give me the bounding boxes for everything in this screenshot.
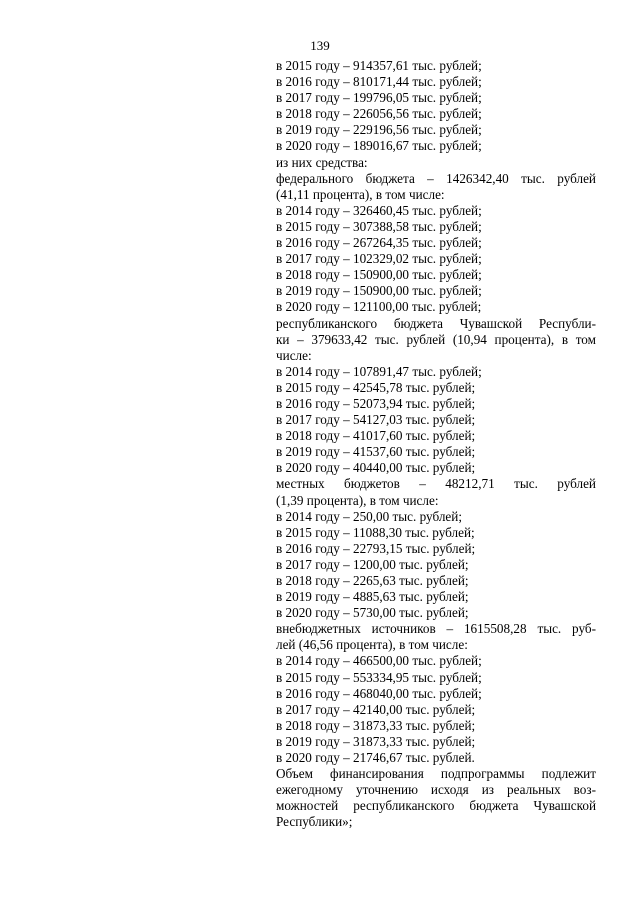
text-line: в 2015 году – 307388,58 тыс. рублей; bbox=[276, 218, 482, 234]
text-line: в 2020 году – 40440,00 тыс. рублей; bbox=[276, 460, 476, 476]
text-line: федерального бюджета – 1426342,40 тыс. рублей bbox=[276, 170, 596, 186]
text-line: в 2014 году – 250,00 тыс. рублей; bbox=[276, 508, 462, 524]
text-line: в 2017 году – 42140,00 тыс. рублей; bbox=[276, 701, 476, 717]
text-line: в 2016 году – 468040,00 тыс. рублей; bbox=[276, 685, 482, 701]
text-line: в 2014 году – 326460,45 тыс. рублей; bbox=[276, 202, 482, 218]
text-line: Объем финансирования подпрограммы подлежит bbox=[276, 766, 596, 782]
text-line: местных бюджетов – 48212,71 тыс. рублей bbox=[276, 476, 596, 492]
text-line: из них средства: bbox=[276, 154, 368, 170]
text-line: Республики»; bbox=[276, 814, 353, 830]
text-line: в 2015 году – 914357,61 тыс. рублей; bbox=[276, 58, 482, 73]
text-line: в 2016 году – 22793,15 тыс. рублей; bbox=[276, 540, 476, 556]
text-line: в 2018 году – 2265,63 тыс. рублей; bbox=[276, 573, 469, 588]
text-line: в 2018 году – 226056,56 тыс. рублей; bbox=[276, 106, 482, 122]
page-number: 139 bbox=[310, 38, 330, 53]
text-line: в 2016 году – 810171,44 тыс. рублей; bbox=[276, 74, 482, 90]
text-line: в 2019 году – 150900,00 тыс. рублей; bbox=[276, 283, 482, 299]
text-line: в 2016 году – 267264,35 тыс. рублей; bbox=[276, 235, 482, 251]
text-line: в 2020 году – 21746,67 тыс. рублей. bbox=[276, 750, 475, 766]
text-line: в 2019 году – 229196,56 тыс. рублей; bbox=[276, 122, 482, 138]
text-line: ки – 379633,42 тыс. рублей (10,94 процента), в том bbox=[276, 331, 596, 347]
text-line: в 2017 году – 102329,02 тыс. рублей; bbox=[276, 251, 482, 267]
text-line: ежегодному уточнению исходя из реальных воз- bbox=[276, 782, 596, 798]
text-line: в 2015 году – 11088,30 тыс. рублей; bbox=[276, 524, 475, 540]
text-line: (41,11 процента), в том числе: bbox=[276, 186, 445, 202]
text-line: в 2018 году – 150900,00 тыс. рублей; bbox=[276, 267, 482, 283]
text-line: можностей республиканского бюджета Чувашской bbox=[276, 798, 596, 814]
text-line: в 2019 году – 4885,63 тыс. рублей; bbox=[276, 589, 469, 605]
text-line: в 2019 году – 31873,33 тыс. рублей; bbox=[276, 733, 476, 749]
text-line: в 2014 году – 107891,47 тыс. рублей; bbox=[276, 363, 482, 379]
text-line: в 2017 году – 54127,03 тыс. рублей; bbox=[276, 412, 476, 428]
text-line: в 2018 году – 31873,33 тыс. рублей; bbox=[276, 717, 476, 733]
text-line: в 2014 году – 466500,00 тыс. рублей; bbox=[276, 653, 482, 669]
text-line: лей (46,56 процента), в том числе: bbox=[276, 637, 468, 653]
text-line: в 2017 году – 1200,00 тыс. рублей; bbox=[276, 556, 469, 572]
text-line: в 2018 году – 41017,60 тыс. рублей; bbox=[276, 428, 476, 444]
text-line: республиканского бюджета Чувашской Республи- bbox=[276, 315, 596, 331]
text-line: внебюджетных источников – 1615508,28 тыс. руб- bbox=[276, 621, 596, 637]
text-line: числе: bbox=[276, 347, 312, 363]
text-line: в 2017 году – 199796,05 тыс. рублей; bbox=[276, 90, 482, 106]
text-line: в 2019 году – 41537,60 тыс. рублей; bbox=[276, 444, 476, 460]
text-line: в 2020 году – 189016,67 тыс. рублей; bbox=[276, 138, 482, 154]
text-line: в 2020 году – 121100,00 тыс. рублей; bbox=[276, 299, 482, 315]
text-line: в 2015 году – 553334,95 тыс. рублей; bbox=[276, 669, 482, 685]
text-line: в 2020 году – 5730,00 тыс. рублей; bbox=[276, 605, 469, 621]
text-line: (1,39 процента), в том числе: bbox=[276, 492, 439, 508]
document-text bbox=[276, 58, 596, 831]
text-line: в 2016 году – 52073,94 тыс. рублей; bbox=[276, 395, 476, 411]
text-line: в 2015 году – 42545,78 тыс. рублей; bbox=[276, 379, 476, 395]
